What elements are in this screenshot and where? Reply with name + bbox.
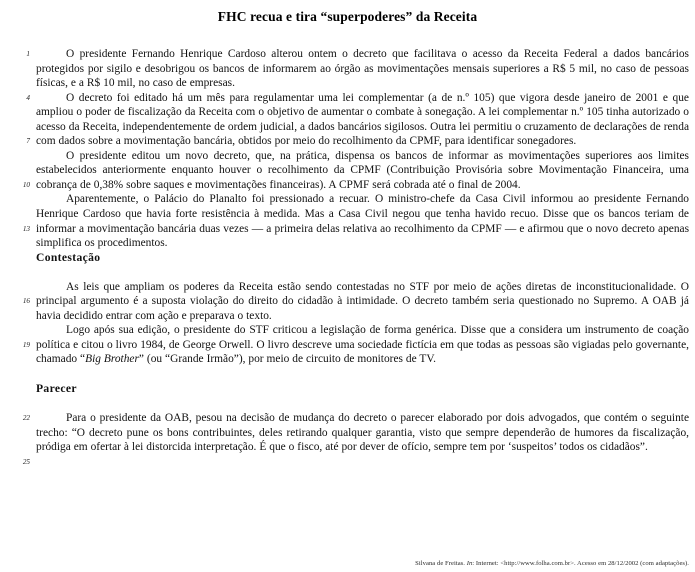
paragraph-4: Aparentemente, o Palácio do Planalto foi pressionado a recuar. O ministro-chefe da Casa Civil informou ao presidente Fernando Henrique Cardoso que havia forte resistência à medida. Mas a Casa Civil negou que tenha havido recuo. Disse que os bancos teriam de informar a movimentação bancária duas vezes — a primeira delas relativa ao recolhimento da CPMF — e afirmou que o novo decreto apenas simplifica os procedimentos.	[36, 193, 689, 250]
paragraph-3: O presidente editou um novo decreto, que, na prática, dispensa os bancos de informar as movimentações superiores aos limites estabelecidos anteriormente enquanto houver o recolhimento da CPMF (Contribuição Provisória sobre Movimentação Financeira, uma cobrança de 0,38% sobre saques e movimentações financeiras). A CPMF será cobrada até o final de 2004.	[36, 149, 689, 191]
line-number: 1	[26, 50, 30, 58]
source-url: http://www.folha.com.br	[504, 560, 571, 567]
source-in-label: In	[466, 560, 473, 567]
paragraph-6-text-after: ” (ou “Grande Irmão”), por meio de circuito de monitores de TV.	[138, 353, 436, 366]
source-citation	[0, 559, 689, 568]
line-number: 25	[22, 457, 30, 466]
source-prefix: : Internet: <	[472, 560, 505, 567]
line-number: 7	[26, 137, 30, 146]
book-title-big-brother: Big Brother	[85, 353, 139, 366]
paragraph-6	[36, 323, 689, 367]
paragraph-2: O decreto foi editado há um mês para regulamentar uma lei complementar (a de n.º 105) que vigora desde janeiro de 2001 e que ampliou o poder de fiscalização da Receita com o objetivo de aumentar o combate à sonegação. A lei complementar n.º 105 tinha autorizado o acesso da Receita, independentemente de ordem judicial, a dados bancários sigilosos. Outra lei permitiu o cruzamento de declarações de renda com dados sobre a movimentação bancária, obtidos por meio do recolhimento da CPMF, para identificar sonegadores.	[36, 91, 689, 148]
paragraph-1: O presidente Fernando Henrique Cardoso alterou ontem o decreto que facilitava o acesso da Receita Federal a dados bancários protegidos por sigilo e desobrigou os bancos de informarem ao órgão as movimentações mensais superiores a R$ 5 mil, no caso de pessoas físicas, e a R$ 10 mil, no caso de empresas.	[36, 48, 689, 90]
section-heading-parecer: Parecer	[36, 381, 77, 395]
line-number: 19	[22, 341, 30, 349]
section-heading-contestacao: Contestação	[36, 250, 101, 264]
paragraph-5: As leis que ampliam os poderes da Receita estão sendo contestadas no STF por meio de ações diretas de inconstitucionalidade. O principal argumento é a suposta violação do direito do cidadão à intimidade. O decreto também seria questionado no Supremo. A OAB já havia decidido entrar com ação e preparava o texto.	[36, 280, 689, 322]
line-number: 4	[26, 93, 30, 102]
page-title: FHC recua e tira “superpoderes” da Receita	[217, 9, 478, 24]
line-number: 10	[22, 180, 30, 189]
paragraph-6-text-before: Logo após sua edição, o presidente do STF criticou a legislação de forma genérica. Disse que a considera um instrumento de coação política e citou o livro 1984, de George Orwell. O livro descreve uma sociedade fictícia em que todas as pessoas são vigiadas pelo governante, chamado “	[36, 324, 689, 366]
line-number-gutter	[0, 47, 34, 466]
document-body	[0, 47, 689, 466]
paragraph-7: Para o presidente da OAB, pesou na decisão de mudança do decreto o parecer elaborado por dois advogados, que contém o seguinte trecho: “O decreto pune os bons contribuintes, deles retirando qualquer garantia, visto que sempre dependerão de humores da fiscalização, pródiga em ofertar à lei distorcida interpretação. É que o fisco, até por dever de ofício, sempre tem por ‘suspeitos’ todos os cidadãos”.	[36, 412, 689, 454]
source-author: Silvana de Freitas.	[415, 560, 465, 567]
line-number: 13	[22, 224, 30, 233]
line-number: 16	[22, 297, 30, 306]
source-suffix: >. Acesso em 28/12/2002 (com adaptações).	[570, 560, 689, 567]
line-number: 22	[22, 413, 30, 422]
